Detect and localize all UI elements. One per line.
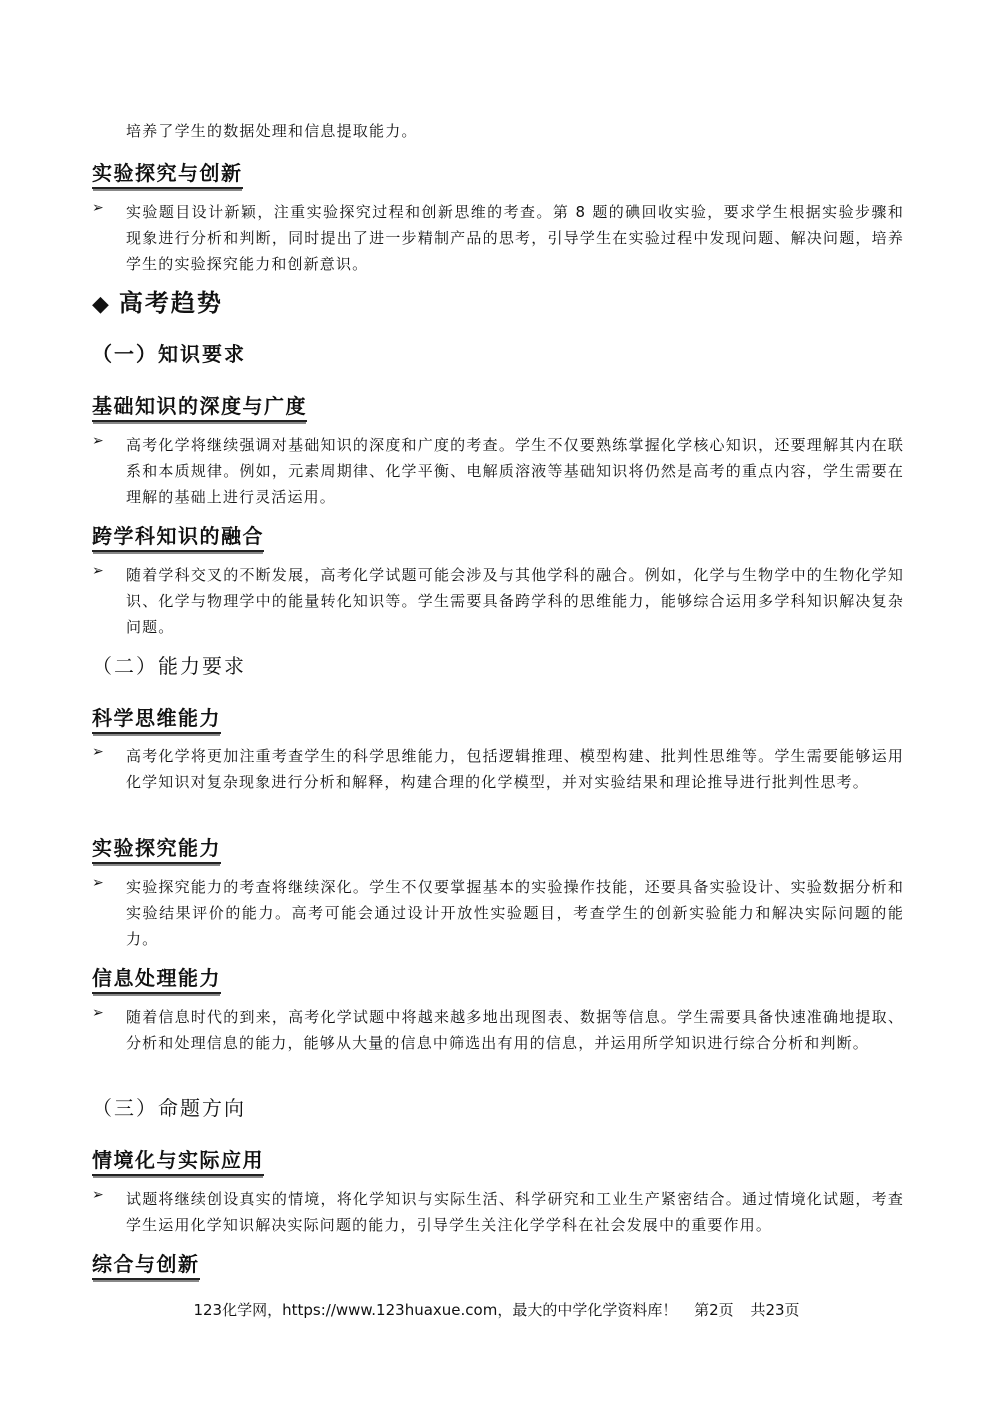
paragraph-text: 试题将继续创设真实的情境，将化学知识与实际生活、科学研究和工业生产紧密结合。通过情境化试题，考查学生运用化学知识解决实际问题的能力，引导学生关注化学学科在社会发展中的重要作用。 bbox=[126, 1190, 904, 1234]
bullet-paragraph bbox=[92, 562, 904, 640]
bullet-paragraph bbox=[92, 432, 904, 510]
bullet-arrow-icon: ➢ bbox=[92, 744, 104, 760]
bullet-paragraph bbox=[92, 874, 904, 952]
bullet-arrow-icon: ➢ bbox=[92, 1187, 104, 1203]
footer-site-text: 123化学网，https://www.123huaxue.com，最大的中学化学资料库！ bbox=[193, 1301, 678, 1319]
footer-page-number: 第2页 bbox=[694, 1301, 734, 1319]
page-footer bbox=[0, 1299, 993, 1320]
bullet-paragraph bbox=[92, 1004, 904, 1056]
section-heading-information-processing: 信息处理能力 bbox=[92, 965, 221, 994]
section-heading-experiment-innovation: 实验探究与创新 bbox=[92, 160, 243, 189]
paragraph-text: 高考化学将继续强调对基础知识的深度和广度的考查。学生不仅要熟练掌握化学核心知识，还要理解其内在联系和本质规律。例如，元素周期律、化学平衡、电解质溶液等基础知识将仍然是高考的重点内容，学生需要在理解的基础上进行灵活运用。 bbox=[126, 436, 904, 506]
section-heading-synthesis-innovation: 综合与创新 bbox=[92, 1251, 200, 1280]
continuation-text: 培养了学生的数据处理和信息提取能力。 bbox=[126, 122, 418, 140]
section-heading-interdisciplinary: 跨学科知识的融合 bbox=[92, 523, 264, 552]
section-heading-contextual-application: 情境化与实际应用 bbox=[92, 1147, 264, 1176]
subheading-question-direction: （三）命题方向 bbox=[92, 1096, 246, 1120]
paragraph-text: 实验探究能力的考查将继续深化。学生不仅要掌握基本的实验操作技能，还要具备实验设计、实验数据分析和实验结果评价的能力。高考可能会通过设计开放性实验题目，考查学生的创新实验能力和解决实际问题的能力。 bbox=[126, 878, 904, 948]
bullet-paragraph bbox=[92, 743, 904, 795]
paragraph-text: 随着学科交叉的不断发展，高考化学试题可能会涉及与其他学科的融合。例如，化学与生物学中的生物化学知识、化学与物理学中的能量转化知识等。学生需要具备跨学科的思维能力，能够综合运用多学科知识解决复杂问题。 bbox=[126, 566, 904, 636]
paragraph-text: 实验题目设计新颖，注重实验探究过程和创新思维的考查。第 8 题的碘回收实验，要求学生根据实验步骤和现象进行分析和判断，同时提出了进一步精制产品的思考，引导学生在实验过程中发现问题、解决问题，培养学生的实验探究能力和创新意识。 bbox=[126, 203, 904, 273]
section-heading-experiment-ability: 实验探究能力 bbox=[92, 835, 221, 864]
bullet-arrow-icon: ➢ bbox=[92, 875, 104, 891]
trend-heading-text: 高考趋势 bbox=[118, 288, 223, 317]
footer-total-pages: 共23页 bbox=[750, 1301, 800, 1319]
bullet-arrow-icon: ➢ bbox=[92, 563, 104, 579]
bullet-arrow-icon: ➢ bbox=[92, 433, 104, 449]
diamond-icon: ◆ bbox=[92, 291, 111, 317]
bullet-paragraph bbox=[92, 199, 904, 277]
bullet-arrow-icon: ➢ bbox=[92, 1005, 104, 1021]
section-heading-scientific-thinking: 科学思维能力 bbox=[92, 705, 221, 734]
bullet-arrow-icon: ➢ bbox=[92, 200, 104, 216]
bullet-paragraph bbox=[92, 1186, 904, 1238]
subheading-knowledge-requirements: （一）知识要求 bbox=[92, 342, 246, 366]
paragraph-text: 随着信息时代的到来，高考化学试题中将越来越多地出现图表、数据等信息。学生需要具备快速准确地提取、分析和处理信息的能力，能够从大量的信息中筛选出有用的信息，并运用所学知识进行综合分析和判断。 bbox=[126, 1008, 904, 1052]
subheading-ability-requirements: （二）能力要求 bbox=[92, 654, 246, 678]
paragraph-text: 高考化学将更加注重考查学生的科学思维能力，包括逻辑推理、模型构建、批判性思维等。学生需要能够运用化学知识对复杂现象进行分析和解释，构建合理的化学模型，并对实验结果和理论推导进行批判性思考。 bbox=[126, 747, 904, 791]
section-heading-basic-knowledge: 基础知识的深度与广度 bbox=[92, 393, 307, 422]
section-heading-trend bbox=[92, 287, 223, 320]
